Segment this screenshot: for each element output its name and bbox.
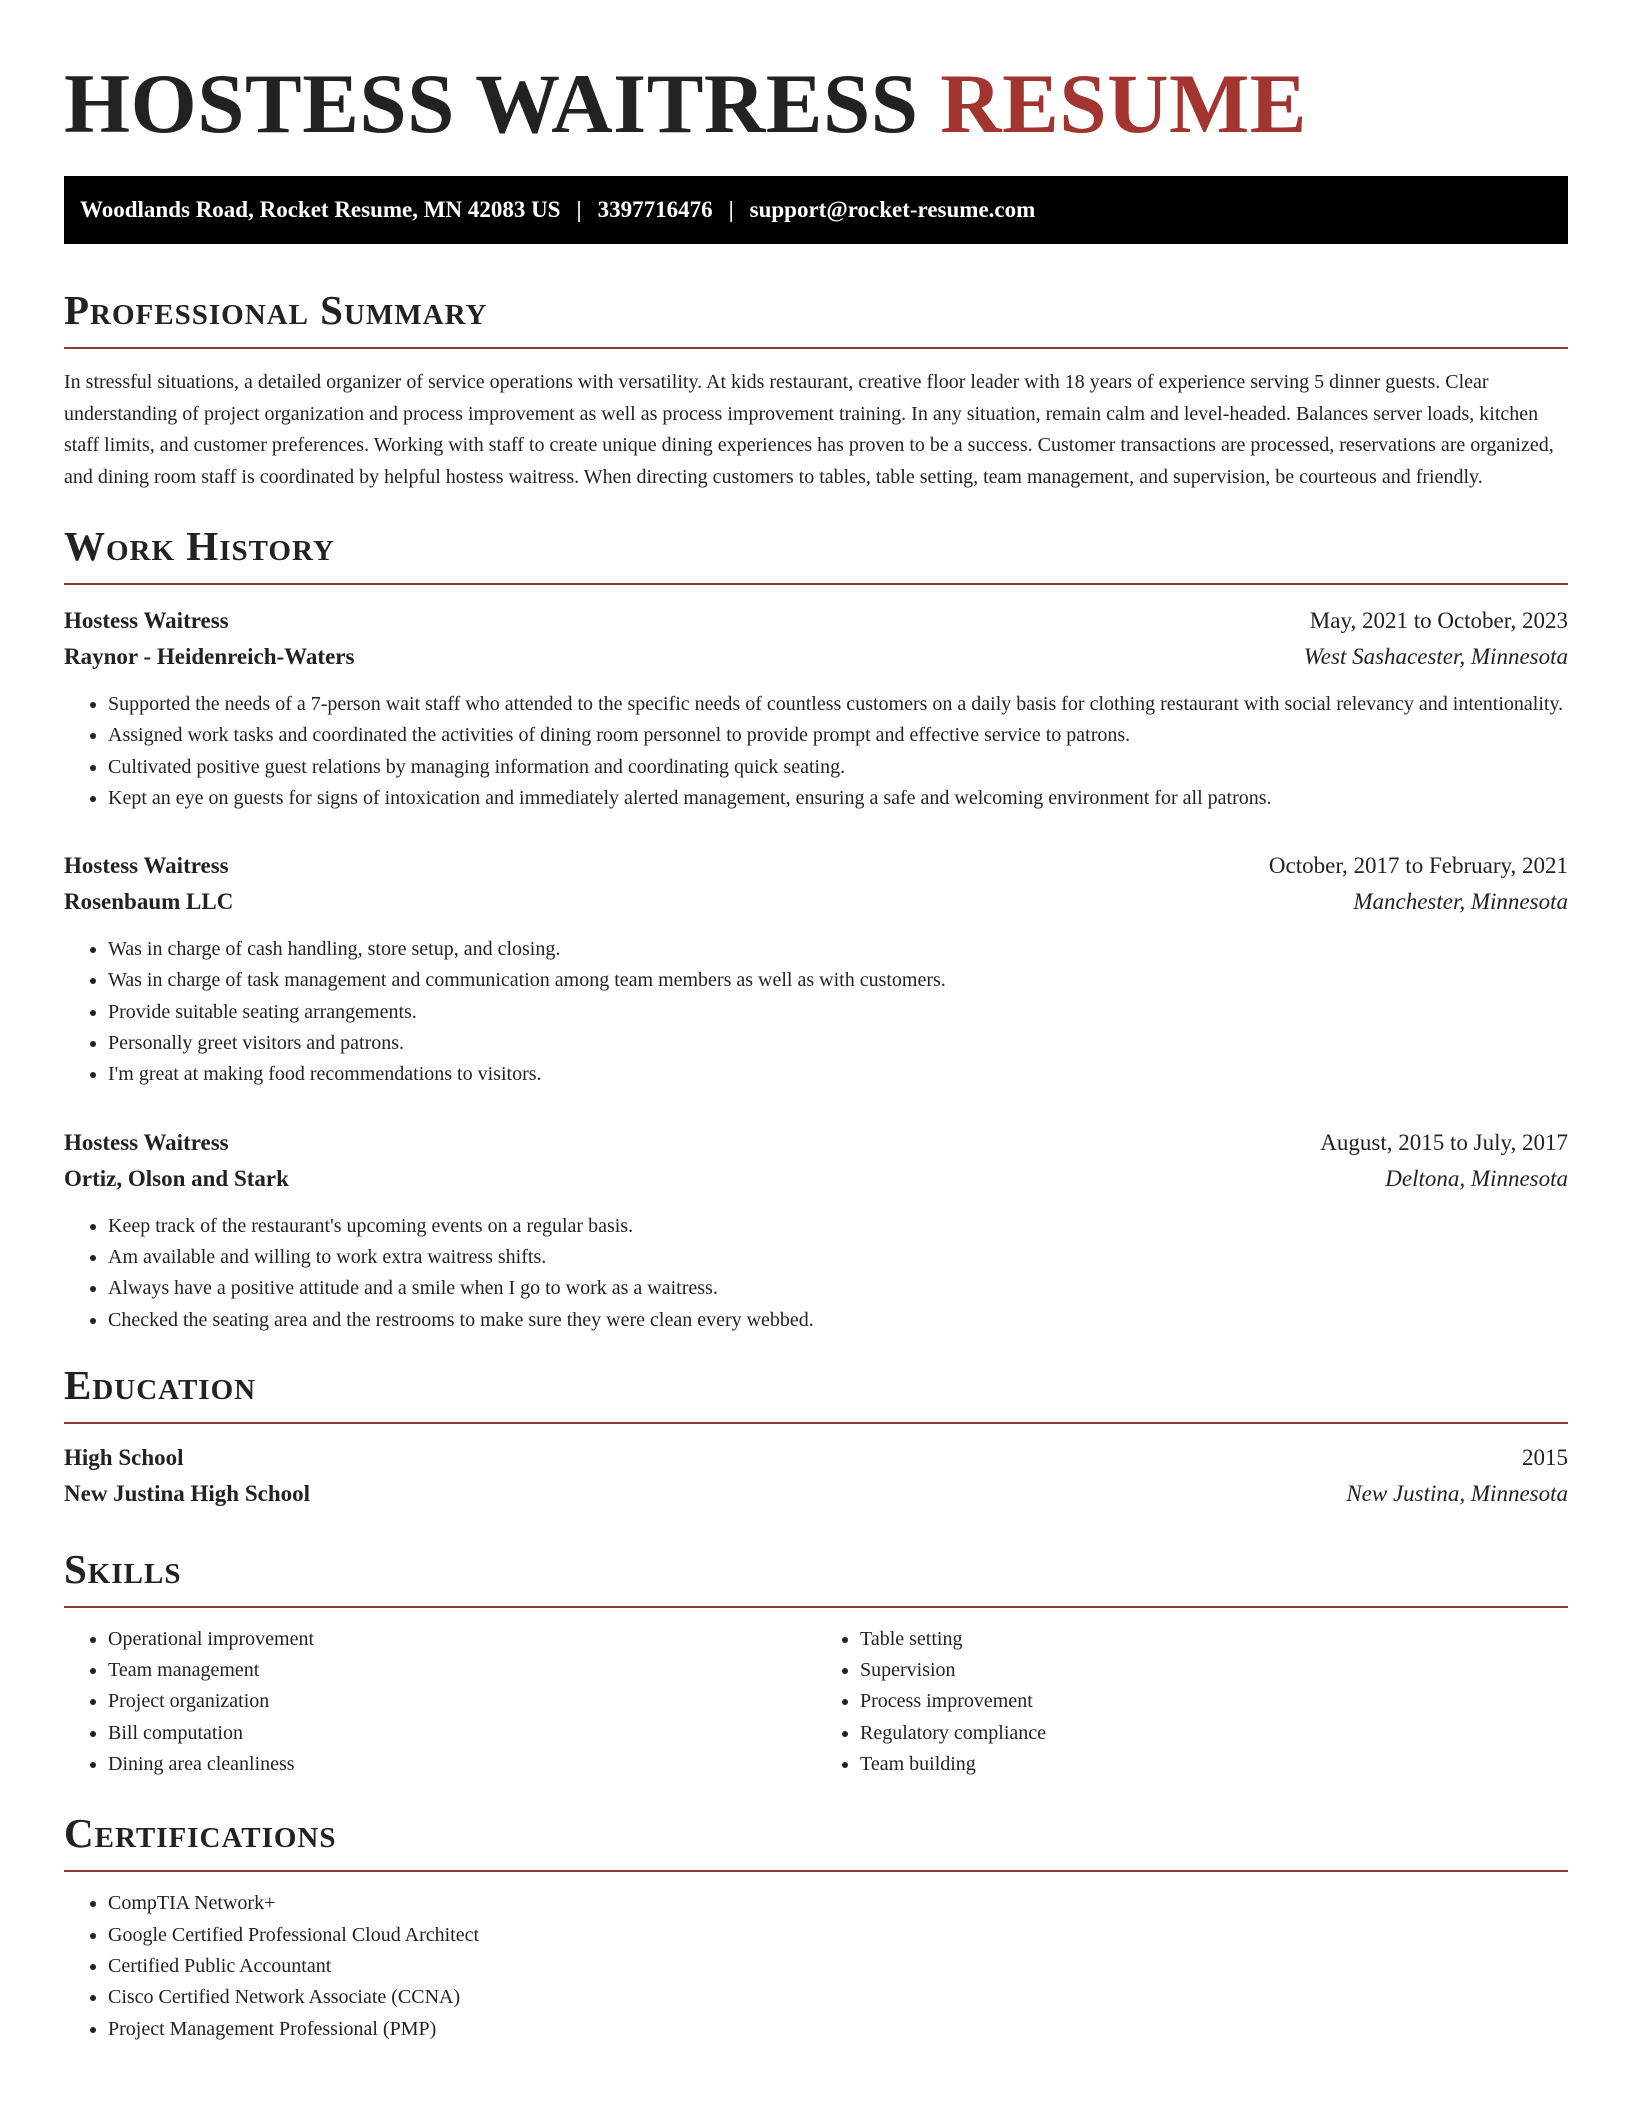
- contact-separator: |: [728, 197, 734, 222]
- job-dates: May, 2021 to October, 2023: [1309, 608, 1568, 633]
- education-location: New Justina, Minnesota: [1346, 1480, 1568, 1506]
- education-school: New Justina High School: [64, 1480, 311, 1506]
- skills-list-left: [64, 1624, 816, 1780]
- job-bullet: • Personally greet visitors and patrons.: [108, 1028, 1568, 1059]
- certification-item: • Google Certified Professional Cloud Architect: [108, 1920, 1568, 1951]
- job-bullet: • Was in charge of task management and communication among team members as well as with customers.: [108, 965, 1568, 996]
- contact-email: support@rocket-resume.com: [749, 197, 1036, 222]
- summary-text: In stressful situations, a detailed organizer of service operations with versatility. At kids restaurant, creative floor leader with 18 years of experience serving 5 dinner guests. Clear understanding of project organization and process improvement as well as process improvement training. In any situation, remain calm and level-headed. Balances server loads, kitchen staff limits, and customer preferences. Working with staff to create unique dining experiences has proven to be a success. Customer transactions are processed, reservations are organized, and dining room staff is coordinated by helpful hostess waitress. When directing customers to tables, table setting, team management, and supervision, be courteous and friendly.: [64, 371, 1554, 488]
- skill-item: • Bill computation: [108, 1718, 816, 1749]
- education-section: [64, 1358, 1568, 1512]
- resume-title: [64, 0, 1568, 150]
- education-subheader: [64, 1476, 1568, 1512]
- job-subheader: [64, 884, 1568, 920]
- certification-item: • Certified Public Accountant: [108, 1951, 1568, 1982]
- job-location: Manchester, Minnesota: [1353, 889, 1568, 915]
- job-header: [64, 1125, 1568, 1161]
- skills-section: [64, 1542, 1568, 1780]
- education-header: [64, 1440, 1568, 1476]
- section-divider: [64, 1422, 1568, 1424]
- section-divider: [64, 347, 1568, 349]
- job-company: Rosenbaum LLC: [64, 889, 234, 915]
- job-bullet: • Always have a positive attitude and a smile when I go to work as a waitress.: [108, 1273, 1568, 1304]
- job-subheader: [64, 1161, 1568, 1197]
- job-title: Hostess Waitress: [64, 608, 229, 633]
- skills-grid: [64, 1624, 1568, 1780]
- job-bullet: • Cultivated positive guest relations by managing information and coordinating quick seating.: [108, 752, 1568, 783]
- certification-item: • Cisco Certified Network Associate (CCNA): [108, 1982, 1568, 2013]
- job-bullet: • Supported the needs of a 7-person wait staff who attended to the specific needs of countless customers on a daily basis for clothing restaurant with social relevancy and intentionality.: [108, 689, 1568, 720]
- contact-bar: [64, 176, 1568, 244]
- job-location: West Sashacester, Minnesota: [1303, 644, 1568, 669]
- contact-phone: 3397716476: [597, 197, 713, 222]
- job-title: Hostess Waitress: [64, 853, 229, 879]
- job-entry: [64, 1125, 1568, 1336]
- section-divider: [64, 583, 1568, 585]
- skill-item: • Process improvement: [860, 1686, 1568, 1717]
- section-heading-certifications: Certifications: [64, 1810, 337, 1857]
- education-degree: High School: [64, 1444, 184, 1470]
- job-bullet: • I'm great at making food recommendations to visitors.: [108, 1059, 1568, 1090]
- contact-separator: |: [576, 197, 582, 222]
- job-bullet: • Was in charge of cash handling, store setup, and closing.: [108, 934, 1568, 965]
- job-bullets: [64, 1211, 1568, 1336]
- skill-item: • Project organization: [108, 1686, 816, 1717]
- certification-item: • CompTIA Network+: [108, 1888, 1568, 1919]
- section-divider: [64, 1606, 1568, 1608]
- title-name: HOSTESS WAITRESS: [64, 57, 919, 151]
- section-heading-summary: Professional Summary: [64, 287, 488, 333]
- skill-item: • Dining area cleanliness: [108, 1749, 816, 1780]
- job-bullet: • Kept an eye on guests for signs of intoxication and immediately alerted management, ensuring a safe and welcoming environment for all patrons.: [108, 783, 1568, 814]
- education-year: 2015: [1522, 1444, 1568, 1470]
- job-location: Deltona, Minnesota: [1385, 1165, 1568, 1191]
- contact-address: Woodlands Road, Rocket Resume, MN 42083 US: [80, 197, 561, 222]
- section-divider: [64, 1870, 1568, 1872]
- job-header: [64, 603, 1568, 639]
- skill-item: • Regulatory compliance: [860, 1718, 1568, 1749]
- title-resume-word: RESUME: [940, 57, 1307, 151]
- job-bullet: • Provide suitable seating arrangements.: [108, 997, 1568, 1028]
- section-heading-skills: Skills: [64, 1545, 182, 1592]
- job-header: [64, 848, 1568, 884]
- job-dates: August, 2015 to July, 2017: [1320, 1129, 1568, 1155]
- job-dates: October, 2017 to February, 2021: [1268, 853, 1568, 879]
- job-bullet: • Keep track of the restaurant's upcoming events on a regular basis.: [108, 1211, 1568, 1242]
- job-subheader: [64, 639, 1568, 675]
- certifications-section: [64, 1806, 1568, 2044]
- job-bullets: [64, 689, 1568, 814]
- work-history-section: [64, 519, 1568, 1336]
- job-company: Raynor - Heidenreich-Waters: [64, 644, 355, 669]
- skill-item: • Operational improvement: [108, 1624, 816, 1655]
- section-heading-education: Education: [64, 1361, 257, 1408]
- skill-item: • Team management: [108, 1655, 816, 1686]
- certifications-list: [64, 1888, 1568, 2044]
- job-entry: [64, 848, 1568, 1090]
- job-bullet: • Checked the seating area and the restrooms to make sure they were clean every webbed.: [108, 1305, 1568, 1336]
- skills-list-right: [816, 1624, 1568, 1780]
- job-title: Hostess Waitress: [64, 1129, 229, 1155]
- skill-item: • Supervision: [860, 1655, 1568, 1686]
- certification-item: • Project Management Professional (PMP): [108, 2014, 1568, 2045]
- skill-item: • Table setting: [860, 1624, 1568, 1655]
- education-entry: [64, 1440, 1568, 1512]
- job-bullets: [64, 934, 1568, 1090]
- summary-section: [64, 283, 1568, 493]
- section-heading-work-history: Work History: [64, 523, 335, 569]
- skill-item: • Team building: [860, 1749, 1568, 1780]
- job-bullet: • Assigned work tasks and coordinated the activities of dining room personnel to provide prompt and effective service to patrons.: [108, 720, 1568, 751]
- job-bullet: • Am available and willing to work extra waitress shifts.: [108, 1242, 1568, 1273]
- job-entry: [64, 603, 1568, 814]
- job-company: Ortiz, Olson and Stark: [64, 1165, 289, 1191]
